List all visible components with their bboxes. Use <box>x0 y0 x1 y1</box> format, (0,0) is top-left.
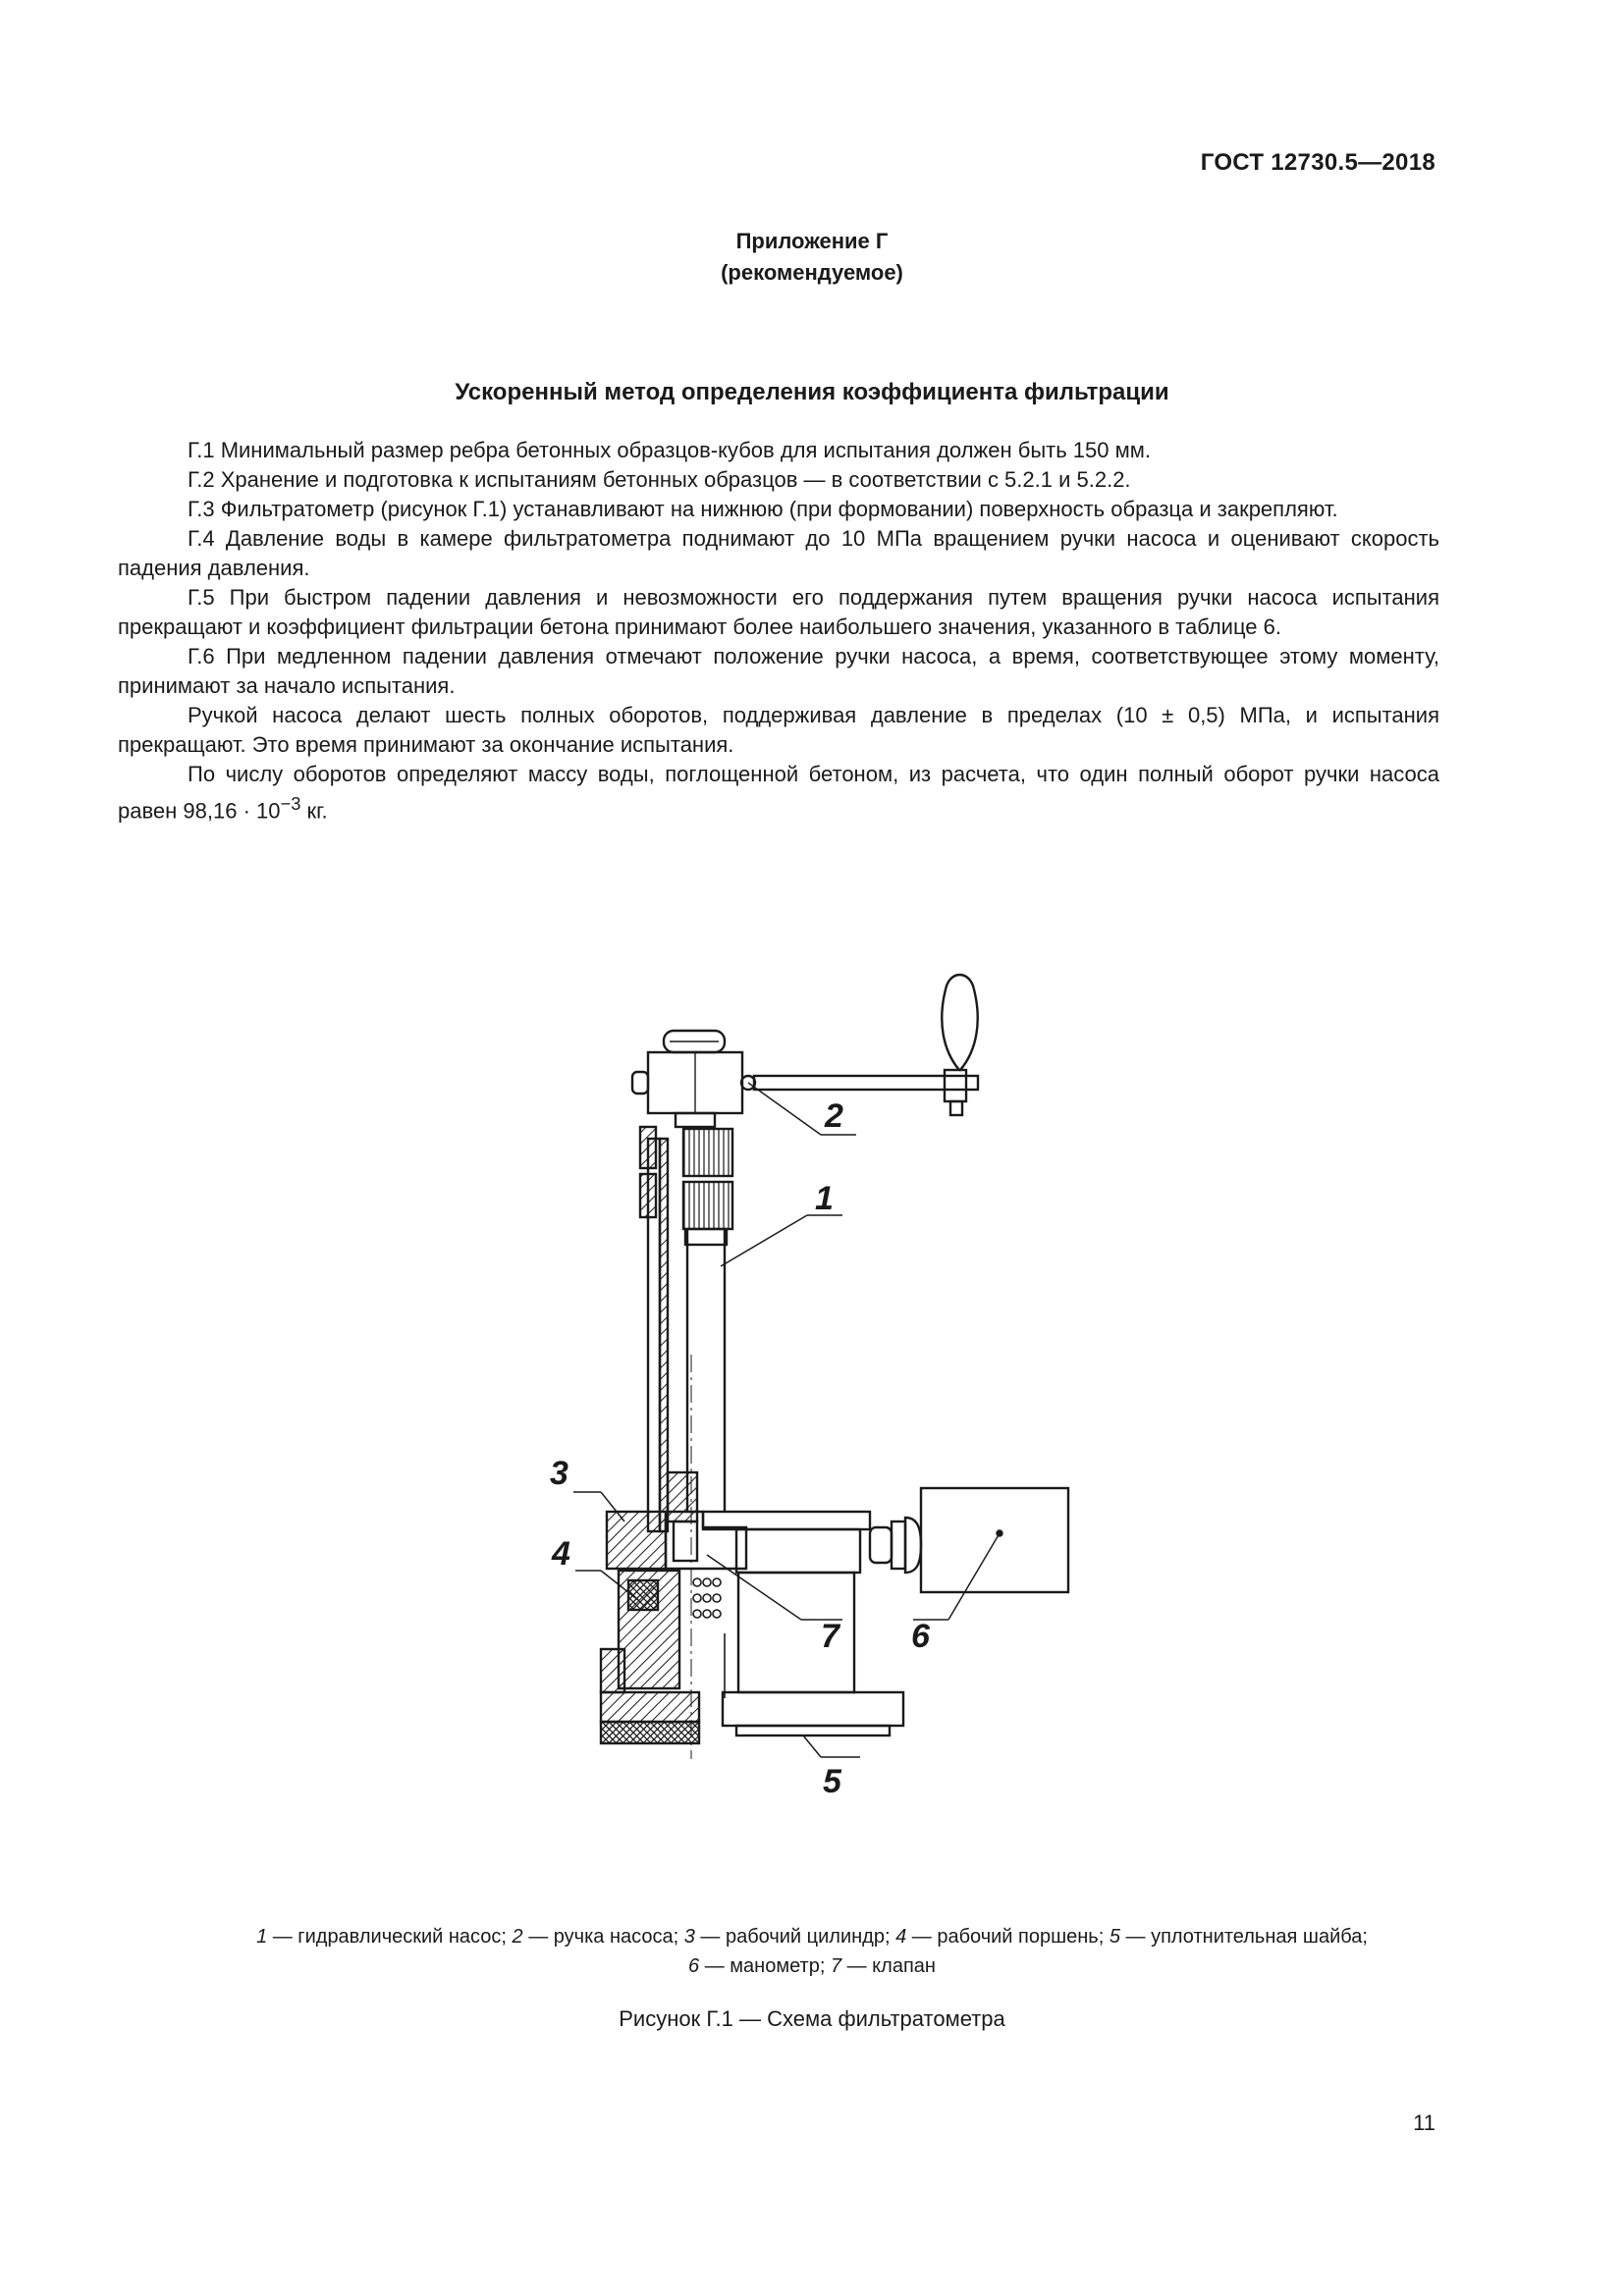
legend-text: — гидравлический насос; <box>267 1926 513 1948</box>
annex-heading <box>0 226 1624 289</box>
paragraph: Г.4 Давление воды в камере фильтратометра поднимают до 10 МПа вращением ручки насоса и оценивают скорость падения давления. <box>118 526 1439 580</box>
label-1: 1 <box>815 1180 834 1217</box>
paragraph: Г.6 При медленном падении давления отмечают положение ручки насоса, а время, соответствующее этому моменту, принимают за начало испытания. <box>118 644 1439 698</box>
leader-line-6 <box>948 1533 1000 1620</box>
paragraph: Г.2 Хранение и подготовка к испытаниям бетонных образцов — в соответствии с 5.2.1 и 5.2.2. <box>188 467 1131 492</box>
paragraph: Ручкой насоса делают шесть полных оборотов, поддерживая давление в пределах (10 ± 0,5) МПа, и испытания прекращают. Это время принимают за окончание испытания. <box>118 703 1439 757</box>
paragraph-text: По числу оборотов определяют массу воды, поглощенной бетоном, из расчета, что один полный оборот ручки насоса равен 98,16 · 10 <box>118 762 1439 824</box>
section-title: Ускоренный метод определения коэффициента фильтрации <box>455 379 1169 405</box>
filtratometer-diagram <box>530 942 1080 1845</box>
body-text <box>118 436 1439 826</box>
paragraph: Г.5 При быстром падении давления и невозможности его поддержания путем вращения ручки насоса испытания прекращают и коэффициент фильтрации бетона принимают более наибольшего значения, указанного в таблице 6. <box>118 585 1439 639</box>
legend-num: 1 <box>256 1926 268 1948</box>
annex-status: (рекомендуемое) <box>721 260 903 285</box>
figure-caption: Рисунок Г.1 — Схема фильтратометра <box>619 2006 1005 2031</box>
document-code: ГОСТ 12730.5—2018 <box>1200 149 1435 176</box>
figure-filtratometer <box>530 942 1080 1845</box>
label-2: 2 <box>825 1097 843 1135</box>
leader-line-5 <box>803 1735 821 1757</box>
legend-text: — рабочий цилиндр; <box>694 1926 896 1948</box>
annex-title: Приложение Г <box>735 229 889 253</box>
legend-num: 3 <box>683 1926 695 1948</box>
unit: кг. <box>300 798 328 824</box>
label-3: 3 <box>550 1455 568 1492</box>
label-6: 6 <box>911 1618 930 1655</box>
legend-text: — клапан <box>841 1955 936 1977</box>
legend-text: — рабочий поршень; <box>906 1926 1110 1948</box>
sealing-washer <box>723 1692 903 1726</box>
paragraph: Г.3 Фильтратометр (рисунок Г.1) устанавливают на нижнюю (при формовании) поверхность образца и закрепляют. <box>188 497 1338 521</box>
legend-num: 4 <box>895 1926 907 1948</box>
knurled-nut <box>683 1129 732 1176</box>
legend-num: 6 <box>688 1955 700 1977</box>
legend-num: 5 <box>1109 1926 1120 1948</box>
leader-line-1 <box>721 1215 807 1266</box>
leader-line-7 <box>707 1555 801 1620</box>
label-7: 7 <box>821 1618 839 1655</box>
exponent: −3 <box>280 793 301 814</box>
legend-text: — ручка насоса; <box>522 1926 684 1948</box>
label-4: 4 <box>552 1535 570 1573</box>
legend-line-2 <box>0 1951 1624 1981</box>
legend-text: — манометр; <box>699 1955 831 1977</box>
label-5: 5 <box>823 1763 841 1800</box>
legend-line-1 <box>0 1922 1624 1951</box>
legend-num: 7 <box>830 1955 842 1977</box>
crank-grip <box>942 975 977 1070</box>
page-number: 11 <box>1413 2110 1435 2135</box>
paragraph: Г.1 Минимальный размер ребра бетонных образцов-кубов для испытания должен быть 150 мм. <box>188 438 1151 462</box>
cylinder-body <box>607 1512 666 1569</box>
figure-legend <box>0 1922 1624 1981</box>
paragraph <box>118 760 1439 826</box>
legend-num: 2 <box>512 1926 523 1948</box>
legend-text: — уплотнительная шайба; <box>1119 1926 1368 1948</box>
